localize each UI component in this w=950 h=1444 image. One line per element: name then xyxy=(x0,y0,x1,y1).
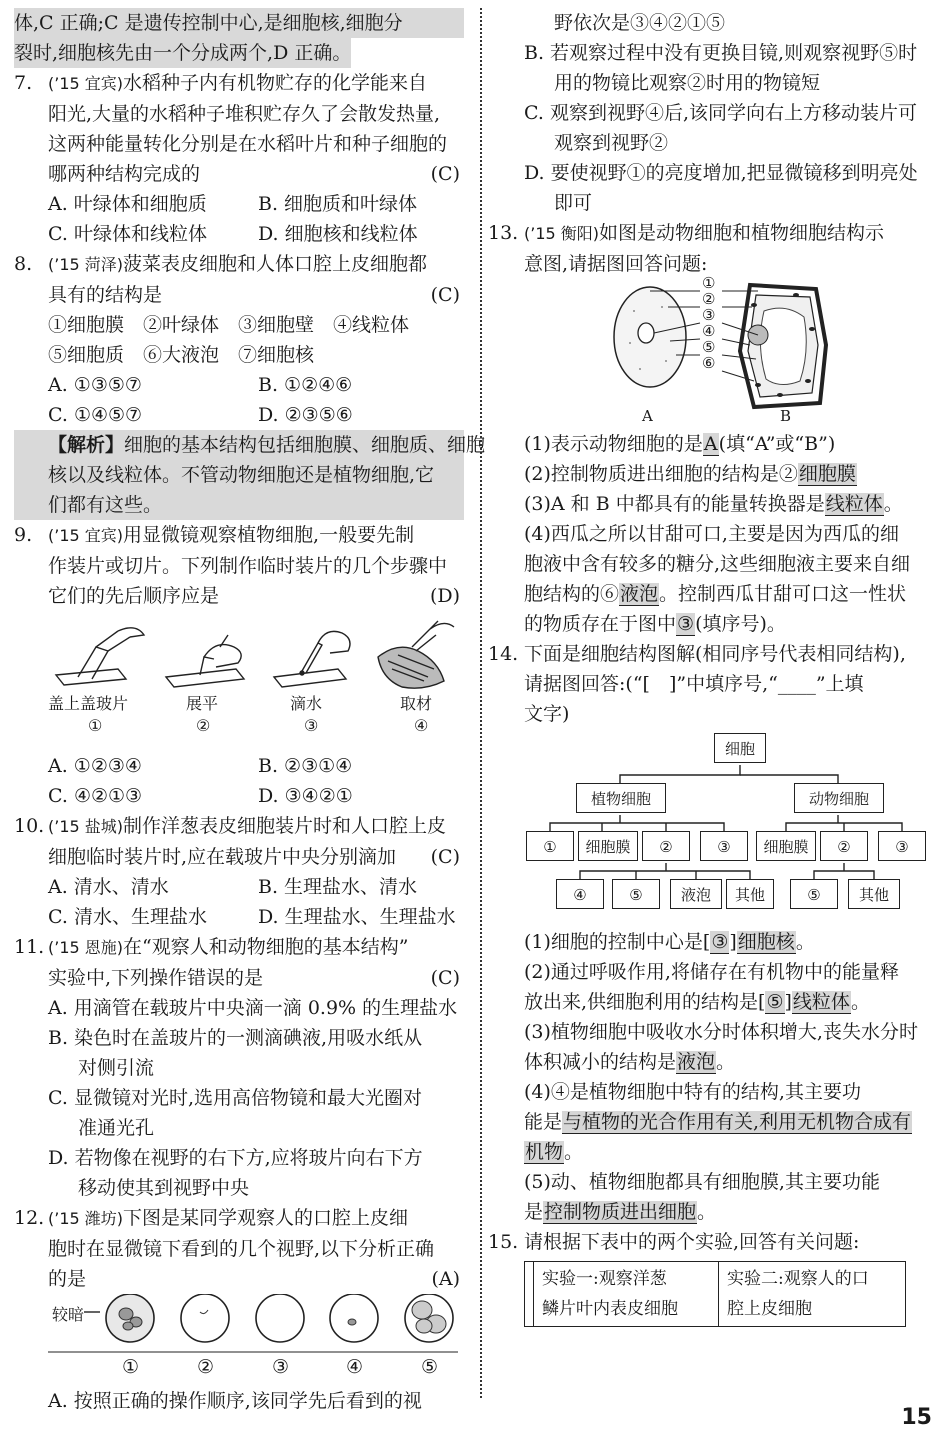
question-text: 制作洋葱表皮细胞装片时和人口腔上皮 xyxy=(123,815,447,837)
microscope-fields-figure xyxy=(48,1294,458,1386)
option-b: B. 细胞质和叶绿体 xyxy=(258,193,418,215)
experiment-table xyxy=(524,1261,906,1327)
answer-fill: 控制物质进出细胞 xyxy=(544,1201,697,1223)
answer-fill: 细胞核 xyxy=(737,931,795,953)
question-text: 文字) xyxy=(524,703,570,725)
table-row xyxy=(525,1262,906,1327)
answer-fill: ③ xyxy=(677,613,695,635)
answer-fill: 液泡 xyxy=(677,1051,716,1073)
tree-node: ④ xyxy=(556,879,604,909)
option-d: D. 生理盐水、生理盐水 xyxy=(258,906,456,928)
experiment-2-title: 腔上皮细胞 xyxy=(727,1299,812,1319)
table-cell xyxy=(719,1262,906,1327)
field-number: ④ xyxy=(346,1356,364,1378)
sub-question: 。 xyxy=(716,1051,736,1073)
step-number: ① xyxy=(88,716,103,735)
sub-question: 是 xyxy=(524,1201,544,1223)
analysis-continued: 裂时,细胞核先由一个分成两个,D 正确。 xyxy=(14,38,351,68)
option-c: C. ④②①③ xyxy=(48,785,143,807)
option-b: 对侧引流 xyxy=(78,1057,155,1079)
question-text: 请根据下表中的两个实验,回答有关问题: xyxy=(524,1231,860,1253)
question-text: 实验中,下列操作错误的是 xyxy=(48,967,264,989)
step-label: 盖上盖玻片 xyxy=(48,694,129,713)
sub-question: (1)表示动物细胞的是 xyxy=(524,433,703,455)
question-number: 7. xyxy=(14,72,33,94)
question-source: (’15 宜宾) xyxy=(48,526,124,545)
experiment-2-title: 实验二:观察人的口 xyxy=(727,1269,869,1289)
cell-a-label: A xyxy=(642,407,653,425)
question-10 xyxy=(14,811,464,932)
sub-question: (5)动、植物细胞都具有细胞膜,其主要功能 xyxy=(524,1171,880,1193)
sub-question: 能是 xyxy=(524,1111,563,1133)
option-a: A. 叶绿体和细胞质 xyxy=(48,193,207,215)
question-source: (’15 宜宾) xyxy=(48,74,124,93)
tree-node: 其他 xyxy=(848,879,900,909)
answer-fill: 线粒体 xyxy=(792,991,850,1013)
step-label: 取材 xyxy=(400,694,433,713)
analysis-box xyxy=(14,430,486,520)
step-number: ④ xyxy=(414,716,429,735)
option-b: B. ②③①④ xyxy=(258,755,353,777)
question-7 xyxy=(14,68,464,249)
answer-fill: A xyxy=(703,433,718,455)
question-text: 的是 xyxy=(48,1268,87,1290)
sub-question: 的物质存在于图中 xyxy=(524,613,677,635)
tree-root: 细胞 xyxy=(714,733,766,763)
experiment-1-title: 实验一:观察洋葱 xyxy=(542,1269,667,1289)
field-number: ① xyxy=(122,1356,140,1378)
question-15 xyxy=(488,1227,936,1327)
question-text: 它们的先后顺序应是 xyxy=(48,585,220,607)
step-number: ② xyxy=(196,716,211,735)
option-a: A. 清水、清水 xyxy=(48,876,169,898)
question-number: 14. xyxy=(488,643,519,665)
question-text: 这两种能量转化分别是在水稻叶片和种子细胞的 xyxy=(48,133,448,155)
question-9 xyxy=(14,520,464,811)
structure-list: ⑤细胞质 ⑥大液泡 ⑦细胞核 xyxy=(48,344,315,366)
sub-question: 。 xyxy=(697,1201,717,1223)
sub-question: (1)细胞的控制中心是[ xyxy=(524,931,711,953)
question-text: 水稻种子内有机物贮存的化学能来自 xyxy=(123,72,428,94)
sub-question: 。 xyxy=(850,991,870,1013)
sub-question: (4)④是植物细胞中特有的结构,其主要功 xyxy=(524,1081,861,1103)
sub-question: 体积减小的结构是 xyxy=(524,1051,677,1073)
option-c: 准通光孔 xyxy=(78,1117,155,1139)
option-b: B. 若观察过程中没有更换目镜,则观察视野⑤时 xyxy=(524,42,918,64)
right-column xyxy=(488,8,936,1327)
sub-question: 。控制西瓜甘甜可口这一性状 xyxy=(659,583,907,605)
question-text: 下图是某同学观察人的口腔上皮细 xyxy=(123,1207,409,1229)
field-number: ③ xyxy=(272,1356,290,1378)
analysis-text: 细胞的基本结构包括细胞膜、细胞质、细胞 xyxy=(124,434,486,456)
sub-question: 。 xyxy=(795,931,815,953)
option-d: 移动使其到视野中央 xyxy=(78,1177,250,1199)
analysis-text: 核以及线粒体。不管动物细胞还是植物细胞,它 xyxy=(48,464,435,486)
option-a: A. ①②③④ xyxy=(48,755,142,777)
answer-choice: (C) xyxy=(430,846,460,868)
tree-node: ⑤ xyxy=(612,879,660,909)
option-c: C. 叶绿体和线粒体 xyxy=(48,223,207,245)
question-text: 哪两种结构完成的 xyxy=(48,163,201,185)
answer-choice: (C) xyxy=(430,284,460,306)
option-b: B. ①②④⑥ xyxy=(258,374,353,396)
question-text: 具有的结构是 xyxy=(48,284,163,306)
question-number: 11. xyxy=(14,936,45,958)
option-d: D. 要使视野①的亮度增加,把显微镜移到明亮处 xyxy=(524,162,918,184)
answer-choice: (C) xyxy=(430,967,460,989)
option-a: A. 用滴管在载玻片中央滴一滴 0.9% 的生理盐水 xyxy=(48,997,458,1019)
sub-question: (3)植物细胞中吸收水分时体积增大,丧失水分时 xyxy=(524,1021,918,1043)
option-a: A. ①③⑤⑦ xyxy=(48,374,142,396)
analysis-text: 们都有这些。 xyxy=(48,494,163,516)
page-number: 15 xyxy=(901,1405,932,1430)
answer-fill: ⑤ xyxy=(766,991,784,1013)
question-text: 下面是细胞结构图解(相同序号代表相同结构), xyxy=(524,643,906,665)
question-text: 在“观察人和动物细胞的基本结构” xyxy=(123,936,409,958)
question-text: 阳光,大量的水稻种子堆积贮存久了会散发热量, xyxy=(48,103,441,125)
step-number: ③ xyxy=(304,716,319,735)
question-source: (’15 衡阳) xyxy=(524,224,600,243)
analysis-label: 【解析】 xyxy=(48,434,125,456)
sub-question: (2)控制物质进出细胞的结构是② xyxy=(524,463,798,485)
question-number: 15. xyxy=(488,1231,519,1253)
sub-question: (3)A 和 B 中都具有的能量转换器是 xyxy=(524,493,825,515)
question-source: (’15 恩施) xyxy=(48,938,124,957)
answer-fill: ③ xyxy=(711,931,729,953)
answer-fill: 细胞膜 xyxy=(798,463,856,485)
sub-question: ] xyxy=(729,931,737,953)
question-14 xyxy=(488,639,936,1227)
tree-node: 细胞膜 xyxy=(756,831,816,861)
sub-question: ] xyxy=(784,991,792,1013)
answer-choice: (A) xyxy=(431,1268,460,1290)
option-a: A. 按照正确的操作顺序,该同学先后看到的视 xyxy=(48,1390,422,1412)
option-d: 即可 xyxy=(554,192,593,214)
question-text: 胞时在显微镜下看到的几个视野,以下分析正确 xyxy=(48,1238,435,1260)
question-12 xyxy=(14,1203,464,1416)
answer-fill: 线粒体 xyxy=(825,493,883,515)
answer-choice: (C) xyxy=(430,163,460,185)
question-number: 10. xyxy=(14,815,45,837)
tree-node: ⑤ xyxy=(790,879,838,909)
tree-plant-cell: 植物细胞 xyxy=(576,783,666,813)
column-divider xyxy=(480,8,482,1398)
cell-label: ② xyxy=(702,290,716,308)
tree-node: ① xyxy=(526,831,574,861)
question-8 xyxy=(14,249,486,520)
cell-label: ⑤ xyxy=(702,338,716,356)
question-text: 意图,请据图回答问题: xyxy=(524,253,708,275)
option-c: C. 显微镜对光时,选用高倍物镜和最大光圈对 xyxy=(48,1087,422,1109)
darker-label: 较暗 xyxy=(52,1305,85,1324)
tree-animal-cell: 动物细胞 xyxy=(794,783,884,813)
question-text: 作装片或切片。下列制作临时装片的几个步骤中 xyxy=(48,555,448,577)
cell-label: ④ xyxy=(702,322,716,340)
left-column xyxy=(14,8,486,1416)
structure-list: ①细胞膜 ②叶绿体 ③细胞壁 ④线粒体 xyxy=(48,314,410,336)
option-d: D. ③④②① xyxy=(258,785,353,807)
step-label: 展平 xyxy=(186,694,219,713)
option-b: B. 染色时在盖玻片的一测滴碘液,用吸水纸从 xyxy=(48,1027,423,1049)
slide-steps-drawing xyxy=(48,617,460,697)
option-c: C. 清水、生理盐水 xyxy=(48,906,207,928)
question-text: 细胞临时装片时,应在载玻片中央分别滴加 xyxy=(48,846,397,868)
tree-node: ③ xyxy=(878,831,926,861)
cell-label: ③ xyxy=(702,306,716,324)
sub-question: 放出来,供细胞利用的结构是[ xyxy=(524,991,766,1013)
sub-question: 胞结构的⑥ xyxy=(524,583,620,605)
question-text: 请据图回答:(“[ ]”中填序号,“____”上填 xyxy=(524,673,864,695)
option-c: C. 观察到视野④后,该同学向右上方移动装片可 xyxy=(524,102,917,124)
sub-question: (填序号)。 xyxy=(695,613,786,635)
question-text: 如图是动物细胞和植物细胞结构示 xyxy=(599,222,885,244)
question-13 xyxy=(488,218,936,639)
answer-fill: 液泡 xyxy=(620,583,659,605)
question-number: 9. xyxy=(14,524,33,546)
option-b: 用的物镜比观察②时用的物镜短 xyxy=(554,72,821,94)
step-label: 滴水 xyxy=(290,694,323,713)
sub-question: 。 xyxy=(564,1141,584,1163)
option-c: C. ①④⑤⑦ xyxy=(48,404,143,426)
option-d: D. 细胞核和线粒体 xyxy=(258,223,418,245)
question-source: (’15 潍坊) xyxy=(48,1209,124,1228)
table-cell xyxy=(525,1262,534,1327)
sub-question: 。 xyxy=(883,493,903,515)
question-source: (’15 菏泽) xyxy=(48,255,124,274)
field-number: ⑤ xyxy=(421,1356,439,1378)
question-number: 12. xyxy=(14,1207,45,1229)
cell-label: ① xyxy=(702,274,716,292)
tree-node: ② xyxy=(642,831,690,861)
question-source: (’15 盐城) xyxy=(48,817,124,836)
tree-node: ② xyxy=(820,831,868,861)
option-c: 观察到视野② xyxy=(554,132,669,154)
sub-question: (4)西瓜之所以甘甜可口,主要是因为西瓜的细 xyxy=(524,523,899,545)
field-number: ② xyxy=(197,1356,215,1378)
answer-choice: (D) xyxy=(429,585,460,607)
analysis-continued: 体,C 正确;C 是遗传控制中心,是细胞核,细胞分 xyxy=(14,8,464,38)
cell-labels xyxy=(702,275,715,371)
option-d: D. ②③⑤⑥ xyxy=(258,404,353,426)
microscope-fields-drawing xyxy=(48,1294,458,1364)
cell-structure-figure xyxy=(610,274,850,429)
slide-steps-figure xyxy=(48,611,460,751)
sub-question: (填“A”或“B”) xyxy=(718,433,836,455)
tree-node: 其他 xyxy=(726,879,774,909)
cell-label: ⑥ xyxy=(702,354,716,372)
question-number: 13. xyxy=(488,222,519,244)
question-number: 8. xyxy=(14,253,33,275)
tree-node: ③ xyxy=(700,831,748,861)
tree-node: 细胞膜 xyxy=(578,831,638,861)
option-b: B. 生理盐水、清水 xyxy=(258,876,418,898)
answer-fill: 与植物的光合作用有关,利用无机物合成有 xyxy=(563,1111,912,1133)
table-cell xyxy=(534,1262,719,1327)
sub-question: (2)通过呼吸作用,将储存在有机物中的能量释 xyxy=(524,961,899,983)
question-11 xyxy=(14,932,464,1203)
option-d: D. 若物像在视野的右下方,应将玻片向右下方 xyxy=(48,1147,423,1169)
cell-b-label: B xyxy=(780,407,792,425)
cell-drawing xyxy=(610,281,850,411)
experiment-1-title: 鳞片叶内表皮细胞 xyxy=(542,1299,678,1319)
question-text: 用显微镜观察植物细胞,一般要先制 xyxy=(123,524,415,546)
sub-question: 胞液中含有较多的糖分,这些细胞液主要来自细 xyxy=(524,553,911,575)
answer-fill: 机物 xyxy=(525,1141,564,1163)
tree-node: 液泡 xyxy=(670,879,722,909)
cell-structure-tree xyxy=(524,729,934,927)
option-a-continued: 野依次是③④②①⑤ xyxy=(554,12,726,34)
question-text: 菠菜表皮细胞和人体口腔上皮细胞都 xyxy=(123,253,428,275)
